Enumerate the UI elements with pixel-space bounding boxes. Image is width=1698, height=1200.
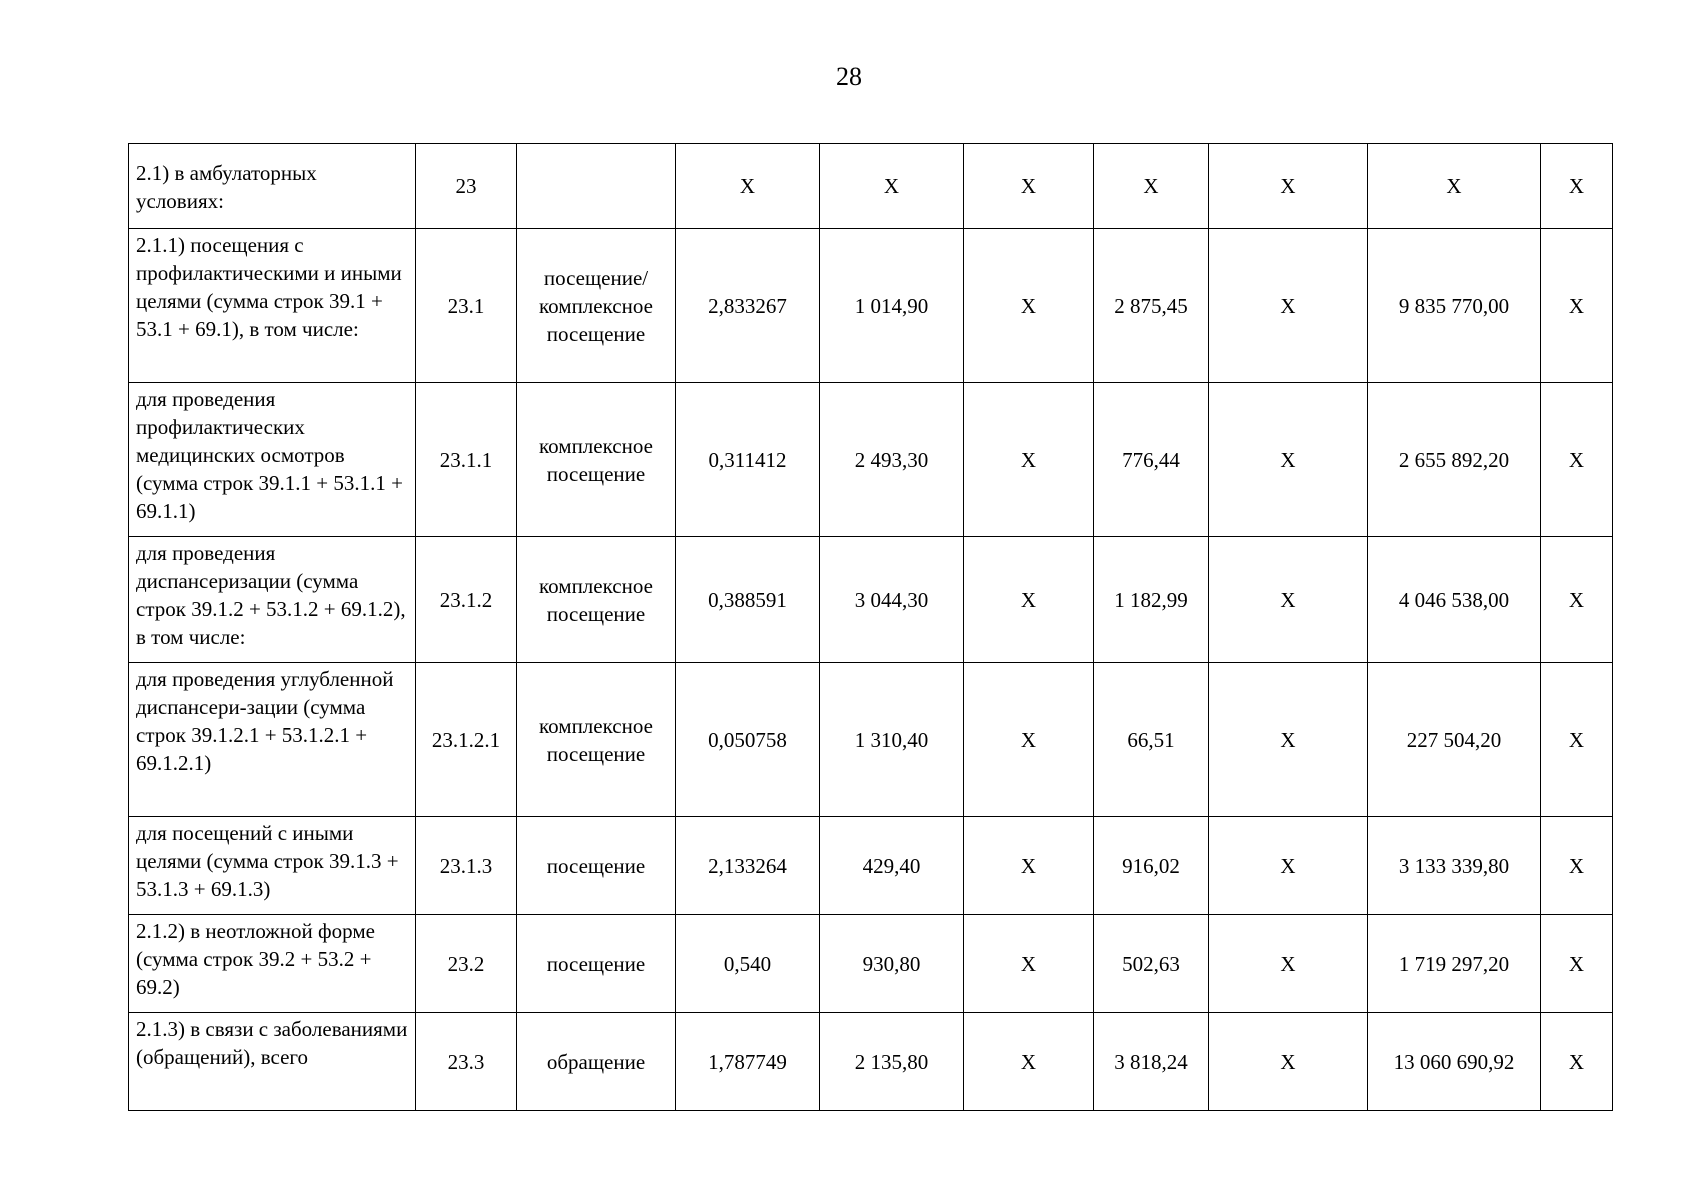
table-row: [129, 537, 1613, 663]
row-code: 23.1.2.1: [416, 663, 517, 817]
row-name: для посещений с иными целями (сумма строк 39.1.3 + 53.1.3 + 69.1.3): [129, 817, 416, 915]
cell-percent: Х: [1541, 229, 1613, 383]
cell-norm-cost: 930,80: [820, 915, 964, 1013]
cell-per-capita-budget: Х: [964, 537, 1094, 663]
cell-total-budget: Х: [1209, 144, 1368, 229]
cell-norm-volume: 0,311412: [676, 383, 820, 537]
row-code: 23: [416, 144, 517, 229]
cell-total-oms: Х: [1368, 144, 1541, 229]
row-code: 23.1.2: [416, 537, 517, 663]
row-unit: [517, 144, 676, 229]
cell-per-capita-budget: Х: [964, 663, 1094, 817]
row-name: 2.1) в амбулаторных условиях:: [129, 144, 416, 229]
table-row: [129, 817, 1613, 915]
row-name: для проведения диспансеризации (сумма строк 39.1.2 + 53.1.2 + 69.1.2), в том числе:: [129, 537, 416, 663]
row-unit: комплексное посещение: [517, 663, 676, 817]
row-name: 2.1.3) в связи с заболеваниями (обращений), всего: [129, 1013, 416, 1111]
cell-norm-cost: 429,40: [820, 817, 964, 915]
cell-per-capita-budget: Х: [964, 383, 1094, 537]
page-number: 28: [836, 62, 862, 91]
cell-per-capita-budget: Х: [964, 144, 1094, 229]
cell-percent: Х: [1541, 817, 1613, 915]
medical-care-table: [128, 143, 1613, 1111]
row-unit: посещение: [517, 817, 676, 915]
row-name: для проведения углубленной диспансери-зации (сумма строк 39.1.2.1 + 53.1.2.1 + 69.1.2.1): [129, 663, 416, 817]
cell-total-oms: 3 133 339,80: [1368, 817, 1541, 915]
cell-total-budget: Х: [1209, 817, 1368, 915]
cell-percent: Х: [1541, 1013, 1613, 1111]
cell-per-capita-oms: Х: [1094, 144, 1209, 229]
cell-norm-volume: 0,388591: [676, 537, 820, 663]
cell-percent: Х: [1541, 537, 1613, 663]
row-unit: посещение/ комплексное посещение: [517, 229, 676, 383]
row-name: для проведения профилактических медицинских осмотров (сумма строк 39.1.1 + 53.1.1 + 69.1.1): [129, 383, 416, 537]
cell-norm-volume: 0,540: [676, 915, 820, 1013]
row-unit: посещение: [517, 915, 676, 1013]
cell-total-oms: 13 060 690,92: [1368, 1013, 1541, 1111]
cell-per-capita-budget: Х: [964, 817, 1094, 915]
cell-per-capita-oms: 776,44: [1094, 383, 1209, 537]
cell-norm-volume: 2,833267: [676, 229, 820, 383]
row-unit: комплексное посещение: [517, 383, 676, 537]
row-code: 23.1.1: [416, 383, 517, 537]
row-code: 23.1: [416, 229, 517, 383]
cell-norm-volume: Х: [676, 144, 820, 229]
cell-norm-cost: 2 493,30: [820, 383, 964, 537]
cell-norm-cost: 3 044,30: [820, 537, 964, 663]
table-row: [129, 383, 1613, 537]
cell-per-capita-budget: Х: [964, 1013, 1094, 1111]
cell-percent: Х: [1541, 383, 1613, 537]
cell-per-capita-oms: 3 818,24: [1094, 1013, 1209, 1111]
cell-total-oms: 2 655 892,20: [1368, 383, 1541, 537]
table-row: [129, 915, 1613, 1013]
table-row: [129, 144, 1613, 229]
cell-total-budget: Х: [1209, 229, 1368, 383]
row-unit: обращение: [517, 1013, 676, 1111]
cell-percent: Х: [1541, 144, 1613, 229]
cell-per-capita-oms: 2 875,45: [1094, 229, 1209, 383]
cell-per-capita-oms: 66,51: [1094, 663, 1209, 817]
table-row: [129, 229, 1613, 383]
row-name: 2.1.1) посещения с профилактическими и иными целями (сумма строк 39.1 + 53.1 + 69.1), в том числе:: [129, 229, 416, 383]
cell-total-oms: 9 835 770,00: [1368, 229, 1541, 383]
table-row: [129, 663, 1613, 817]
cell-total-oms: 227 504,20: [1368, 663, 1541, 817]
row-name: 2.1.2) в неотложной форме (сумма строк 39.2 + 53.2 + 69.2): [129, 915, 416, 1013]
cell-per-capita-oms: 502,63: [1094, 915, 1209, 1013]
cell-norm-cost: Х: [820, 144, 964, 229]
cell-norm-cost: 2 135,80: [820, 1013, 964, 1111]
cell-total-budget: Х: [1209, 915, 1368, 1013]
table-row: [129, 1013, 1613, 1111]
cell-percent: Х: [1541, 663, 1613, 817]
cell-total-budget: Х: [1209, 1013, 1368, 1111]
cell-per-capita-budget: Х: [964, 229, 1094, 383]
cell-norm-volume: 1,787749: [676, 1013, 820, 1111]
row-code: 23.3: [416, 1013, 517, 1111]
cell-per-capita-oms: 1 182,99: [1094, 537, 1209, 663]
cell-per-capita-oms: 916,02: [1094, 817, 1209, 915]
cell-total-budget: Х: [1209, 663, 1368, 817]
cell-norm-cost: 1 310,40: [820, 663, 964, 817]
cell-total-oms: 1 719 297,20: [1368, 915, 1541, 1013]
cell-total-budget: Х: [1209, 383, 1368, 537]
cell-norm-cost: 1 014,90: [820, 229, 964, 383]
cell-norm-volume: 0,050758: [676, 663, 820, 817]
row-code: 23.1.3: [416, 817, 517, 915]
row-code: 23.2: [416, 915, 517, 1013]
cell-percent: Х: [1541, 915, 1613, 1013]
row-unit: комплексное посещение: [517, 537, 676, 663]
cell-total-budget: Х: [1209, 537, 1368, 663]
cell-total-oms: 4 046 538,00: [1368, 537, 1541, 663]
cell-per-capita-budget: Х: [964, 915, 1094, 1013]
cell-norm-volume: 2,133264: [676, 817, 820, 915]
